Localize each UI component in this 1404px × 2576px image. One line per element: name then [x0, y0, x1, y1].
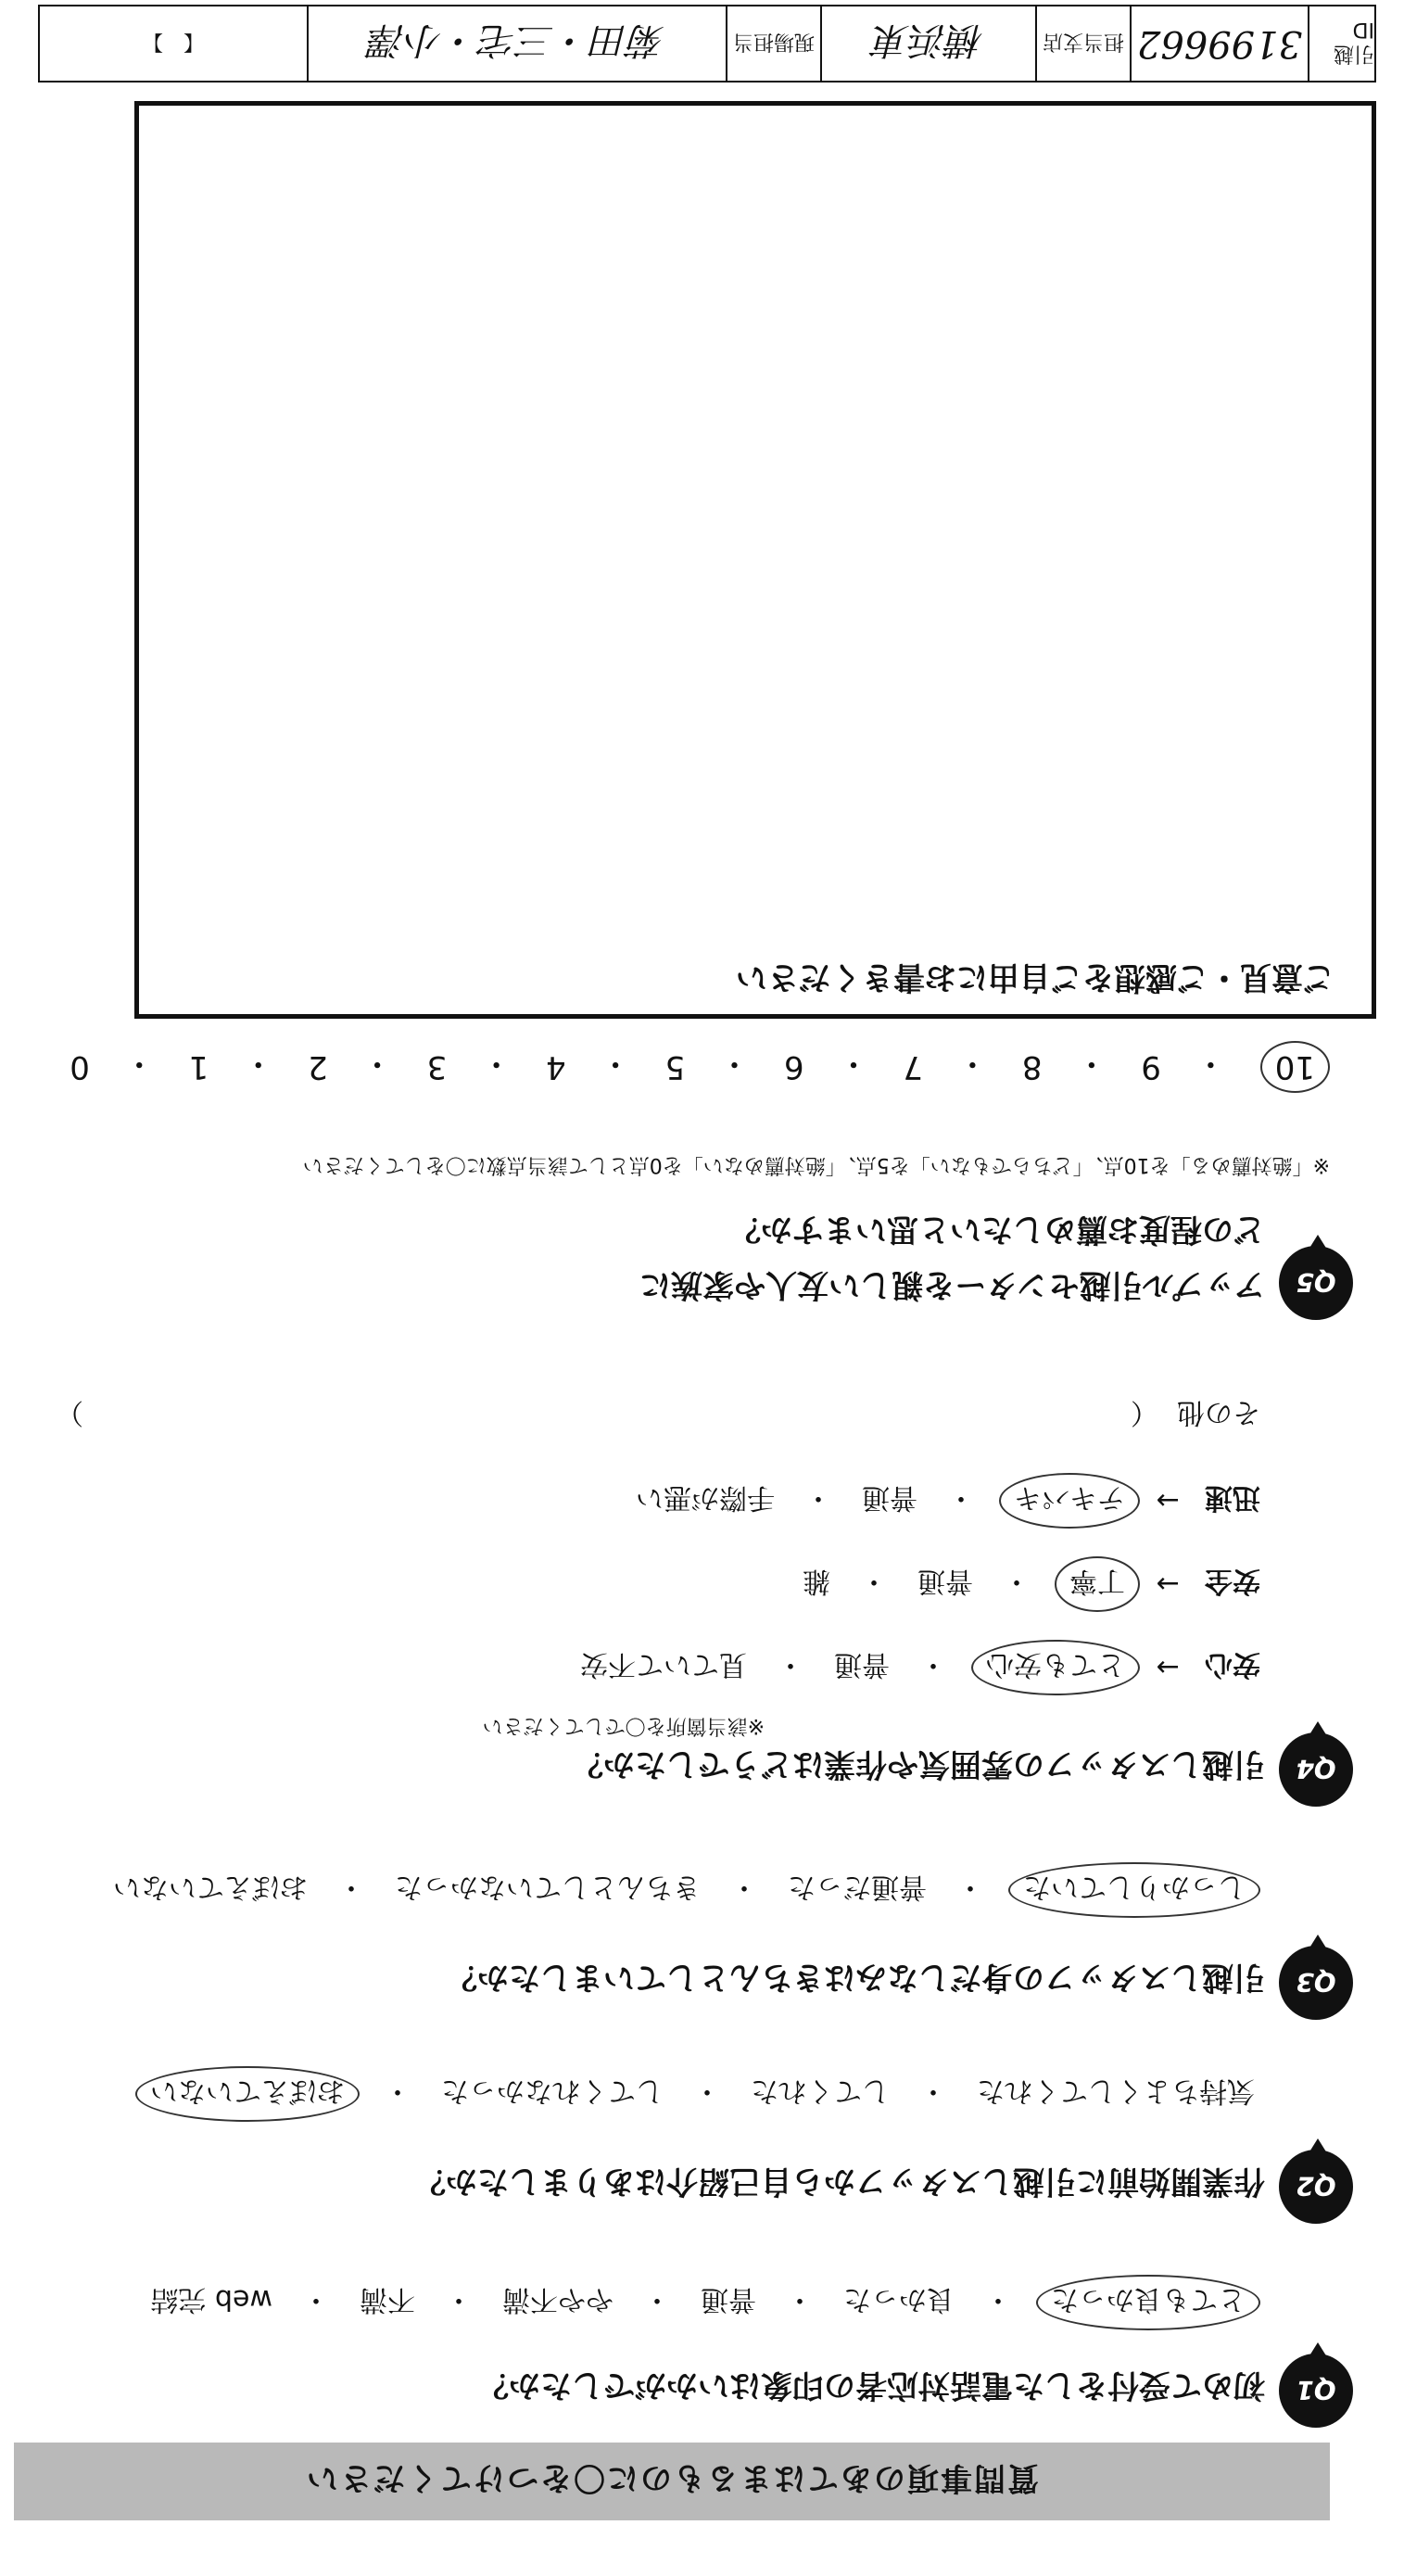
q5-badge — [1279, 1246, 1353, 1320]
scale-sep: ・ — [600, 1045, 632, 1083]
q4-row-jinsoku: 迅速 → テキパキ ・ 普通 ・ 手際が悪い — [630, 1473, 1260, 1529]
q5-scale — [70, 1041, 1330, 1093]
scale-sep: ・ — [123, 1045, 156, 1083]
scale-option-7[interactable]: 7 — [903, 1048, 924, 1085]
q2-option-2[interactable]: してくれた — [751, 2075, 890, 2107]
comments-label: ご意見・ご感想をご自由にお書きください — [736, 958, 1334, 996]
q4-other-close: ） — [56, 1396, 83, 1428]
q4-row-label: 安心 — [1205, 1648, 1260, 1681]
instructions-text: 質問事項のあてはまるものに〇をつけてください — [305, 2459, 1039, 2497]
staff-label: 現場担当 — [726, 6, 820, 81]
q3-option-3[interactable]: きちんとしていなかった — [395, 1871, 701, 1903]
q1-options: とても良かった ・ 良かった ・ 普通 ・ やや不満 ・ 不満 ・ web 完結 — [145, 2275, 1260, 2330]
q4-row-anshin: 安心 → とても安心 ・ 普通 ・ 見ていて不安 — [575, 1640, 1260, 1695]
q3-badge — [1279, 1946, 1353, 2020]
q3-option-2[interactable]: 普通だった — [788, 1871, 927, 1903]
staff-bracket: 【 】 — [143, 30, 205, 54]
scale-sep: ・ — [1195, 1045, 1227, 1083]
q4-other-label: その他 — [1177, 1396, 1260, 1428]
q4-anshin-option-3[interactable]: 見ていて不安 — [580, 1648, 747, 1681]
q3-option-1[interactable]: しっかりしていた — [1008, 1862, 1260, 1918]
q1-option-1[interactable]: とても良かった — [1036, 2275, 1260, 2330]
scale-option-8[interactable]: 8 — [1021, 1048, 1043, 1085]
q4-row-anzen: 安全 → 丁寧 ・ 普通 ・ 雑 — [797, 1556, 1260, 1612]
q1-option-6[interactable]: web 完結 — [150, 2283, 272, 2316]
scale-option-0[interactable]: 0 — [70, 1048, 90, 1085]
scale-sep: ・ — [718, 1045, 751, 1083]
scale-option-3[interactable]: 3 — [426, 1048, 448, 1085]
q4-badge — [1279, 1732, 1353, 1807]
q4-question: 引越しスタッフの雰囲気や作業はどうでしたか？ — [572, 1745, 1265, 1783]
q1-option-2[interactable]: 良かった — [843, 2283, 955, 2316]
q4-row-label: 安全 — [1205, 1565, 1260, 1597]
scale-sep: ・ — [242, 1045, 274, 1083]
q3-option-4[interactable]: おぼえていない — [113, 1871, 308, 1903]
q2-question: 作業開始前に引越しスタッフから自己紹介はありましたか？ — [414, 2163, 1265, 2200]
q5-question-line1: アップル引越センターを親しい友人や家族に — [639, 1266, 1265, 1303]
q1-question: 初めて受付をした電話対応者の印象はいかがでしたか？ — [477, 2367, 1265, 2404]
info-table — [38, 5, 1376, 82]
scale-option-2[interactable]: 2 — [308, 1048, 328, 1085]
q4-other-row — [56, 1395, 1260, 1436]
q4-row-label: 迅速 — [1205, 1481, 1260, 1514]
q5-badge-label: Q5 — [1296, 1267, 1336, 1299]
q2-options: 気持ちよくしてくれた ・ してくれた ・ してくれなかった ・ おぼえていない — [135, 2066, 1260, 2122]
branch-value: 横浜東 — [820, 6, 1035, 81]
q1-option-4[interactable]: やや不満 — [502, 2283, 613, 2316]
q5-note: ※「絶対薦める」を10点、「どちらでもない」を5点、「絶対薦めない」を0点として該当点数に〇をしてください — [302, 1153, 1330, 1176]
q4-anzen-option-1[interactable]: 丁寧 — [1055, 1556, 1140, 1612]
q4-anzen-option-2[interactable]: 普通 — [917, 1565, 973, 1597]
scale-option-10[interactable]: 10 — [1260, 1041, 1330, 1093]
q4-anshin-option-2[interactable]: 普通 — [834, 1648, 890, 1681]
q4-jinsoku-option-3[interactable]: 手際が悪い — [636, 1481, 775, 1514]
move-id-label: 引越 ID — [1308, 6, 1374, 81]
q1-badge-label: Q1 — [1296, 2375, 1336, 2406]
q1-option-3[interactable]: 普通 — [701, 2283, 756, 2316]
branch-label: 担当支店 — [1035, 6, 1130, 81]
q2-option-3[interactable]: してくれなかった — [441, 2075, 664, 2107]
staff-value: 菊田・三宅・小澤 — [307, 6, 726, 81]
q4-anzen-option-3[interactable]: 雑 — [803, 1565, 830, 1597]
q3-options: しっかりしていた ・ 普通だった ・ きちんとしていなかった ・ おぼえていない — [108, 1862, 1260, 1918]
scale-sep: ・ — [837, 1045, 869, 1083]
q2-option-4[interactable]: おぼえていない — [135, 2066, 360, 2122]
q1-option-5[interactable]: 不満 — [360, 2283, 415, 2316]
instructions-header — [14, 2443, 1330, 2520]
q2-badge-label: Q2 — [1296, 2171, 1336, 2202]
q4-note: ※該当箇所を〇でしてください — [482, 1714, 765, 1737]
scale-option-5[interactable]: 5 — [664, 1048, 686, 1085]
q4-jinsoku-option-1[interactable]: テキパキ — [999, 1473, 1140, 1529]
scale-option-9[interactable]: 9 — [1141, 1048, 1161, 1085]
q2-badge — [1279, 2150, 1353, 2224]
q3-question: 引越しスタッフの身だしなみはきちんとしていましたか？ — [446, 1959, 1265, 1996]
scale-sep: ・ — [1075, 1045, 1107, 1083]
arrow-right-icon: → — [1156, 1651, 1180, 1684]
q4-jinsoku-option-2[interactable]: 普通 — [862, 1481, 917, 1514]
comments-box[interactable] — [134, 101, 1376, 1019]
scale-sep: ・ — [956, 1045, 989, 1083]
scale-sep: ・ — [361, 1045, 394, 1083]
q3-badge-label: Q3 — [1296, 1967, 1336, 1999]
q1-badge — [1279, 2354, 1353, 2428]
q4-anshin-option-1[interactable]: とても安心 — [971, 1640, 1140, 1695]
q4-other-open: （ — [1131, 1396, 1158, 1428]
scale-option-4[interactable]: 4 — [546, 1048, 566, 1085]
scale-option-1[interactable]: 1 — [188, 1048, 209, 1085]
arrow-right-icon: → — [1156, 1567, 1180, 1601]
scale-option-6[interactable]: 6 — [783, 1048, 804, 1085]
move-id-value: 3199662 — [1130, 6, 1308, 81]
q5-question-line2: どの程度お薦めしたいと思いますか？ — [729, 1211, 1265, 1248]
q4-badge-label: Q4 — [1296, 1754, 1336, 1785]
scale-sep: ・ — [480, 1045, 512, 1083]
arrow-right-icon: → — [1156, 1484, 1180, 1517]
q2-option-1[interactable]: 気持ちよくしてくれた — [977, 2075, 1255, 2107]
